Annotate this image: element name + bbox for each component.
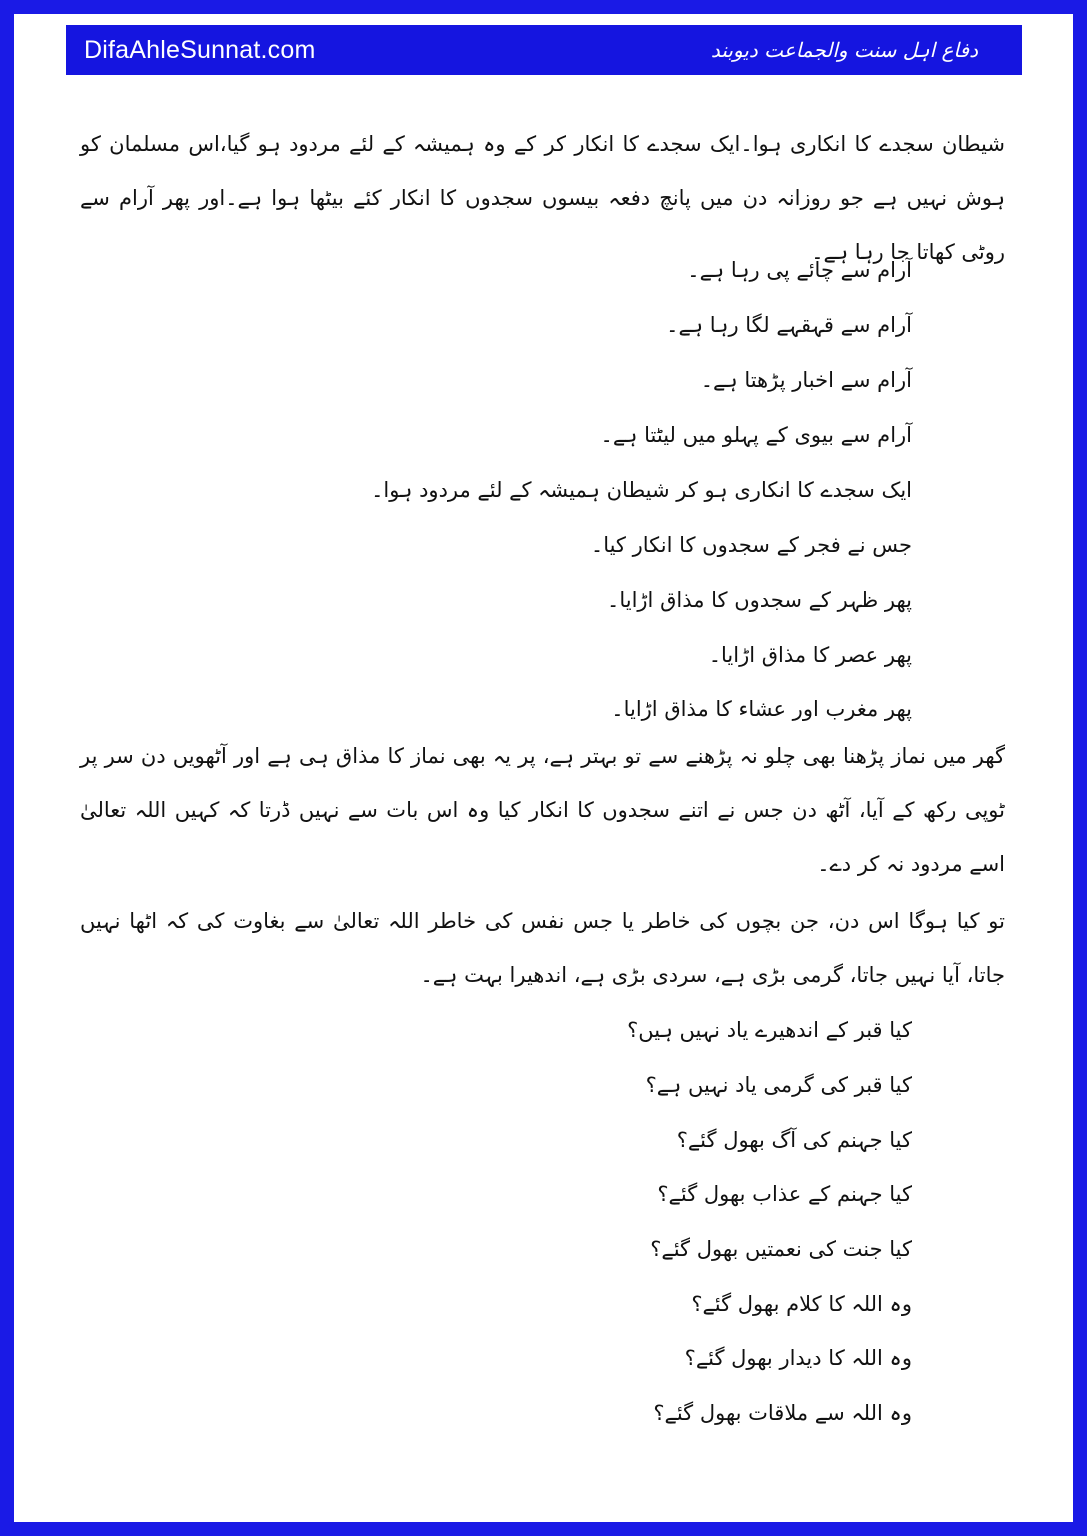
- question-7: وہ اللہ کا دیدار بھول گئے؟: [684, 1346, 912, 1370]
- site-title: دفاع اہل سنت والجماعت دیوبند: [710, 38, 978, 62]
- question-2: کیا قبر کی گرمی یاد نہیں ہے؟: [645, 1073, 912, 1097]
- question-1: کیا قبر کے اندھیرے یاد نہیں ہیں؟: [627, 1018, 912, 1042]
- section1-line-7: پھر ظہر کے سجدوں کا مذاق اڑایا۔: [607, 588, 912, 612]
- section1-line-1: آرام سے چائے پی رہا ہے۔: [687, 258, 912, 282]
- section1-line-6: جس نے فجر کے سجدوں کا انکار کیا۔: [590, 533, 912, 557]
- question-8: وہ اللہ سے ملاقات بھول گئے؟: [653, 1401, 912, 1425]
- section1-line-4: آرام سے بیوی کے پہلو میں لیٹتا ہے۔: [600, 423, 912, 447]
- section1-line-9: پھر مغرب اور عشاء کا مذاق اڑایا۔: [611, 697, 912, 721]
- site-url[interactable]: DifaAhleSunnat.com: [84, 36, 316, 64]
- section1-closing-paragraph: گھر میں نماز پڑھنا بھی چلو نہ پڑھنے سے تو بہتر ہے، پر یہ بھی نماز کا مذاق ہی ہے اور آٹھویں دن سر پر ٹوپی رکھ کے آیا، آٹھ دن جس نے اتنے سجدوں کا انکار کیا وہ اس بات سے نہیں ڈرتا کہ کہیں اللہ تعالیٰ اسے مردود نہ کر دے۔: [80, 744, 1005, 876]
- question-3: کیا جہنم کی آگ بھول گئے؟: [676, 1128, 912, 1152]
- section1-line-2: آرام سے قہقہے لگا رہا ہے۔: [666, 313, 912, 337]
- question-5: کیا جنت کی نعمتیں بھول گئے؟: [650, 1237, 912, 1261]
- section1-line-8: پھر عصر کا مذاق اڑایا۔: [708, 643, 912, 667]
- section2-intro-paragraph: تو کیا ہوگا اس دن، جن بچوں کی خاطر یا جس نفس کی خاطر اللہ تعالیٰ سے بغاوت کی کہ اٹھا نہیں جاتا، آیا نہیں جاتا، گرمی بڑی ہے، سردی بڑی ہے، اندھیرا بہت ہے۔: [80, 909, 1005, 987]
- question-6: وہ اللہ کا کلام بھول گئے؟: [691, 1292, 912, 1316]
- question-4: کیا جہنم کے عذاب بھول گئے؟: [657, 1182, 912, 1206]
- section1-line-5: ایک سجدے کا انکاری ہو کر شیطان ہمیشہ کے لئے مردود ہوا۔: [371, 478, 912, 502]
- section1-line-3: آرام سے اخبار پڑھتا ہے۔: [700, 368, 912, 392]
- section1-intro-paragraph: شیطان سجدے کا انکاری ہوا۔ایک سجدے کا انکار کر کے وہ ہمیشہ کے لئے مردود ہو گیا،اس مسلمان کو ہوش نہیں ہے جو روزانہ دن میں پانچ دفعہ بیسوں سجدوں کا انکار کئے بیٹھا ہوا ہے۔اور پھر آرام سے روٹی کھاتا جا رہا ہے۔: [80, 132, 1005, 264]
